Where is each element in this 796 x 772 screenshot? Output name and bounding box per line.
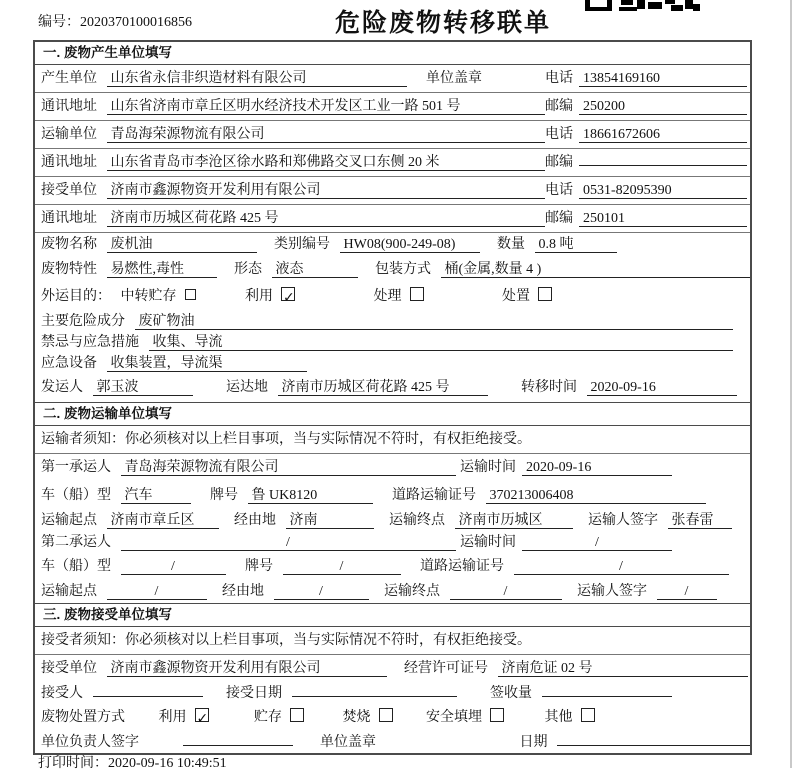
transporter-address-row [35, 149, 750, 177]
disposal-other-checkbox[interactable] [581, 708, 595, 722]
destination-label: 运达地 [226, 380, 268, 395]
route2-origin-label: 运输起点 [41, 584, 97, 599]
producer-address-row [35, 93, 750, 121]
accept-date-label: 接受日期 [226, 686, 282, 701]
receiver-notice-text: 接受者须知：你必须核对以上栏目事项，当与实际情况不符时，有权拒绝接受。 [41, 633, 531, 648]
unit-seal-label: 单位盖章 [320, 735, 376, 750]
transporter-notice-text: 运输者须知：你必须核对以上栏目事项，当与实际情况不符时，有权拒绝接受。 [41, 432, 531, 447]
responsible-sign-value [183, 745, 293, 746]
carrier1-time-group [460, 454, 672, 482]
plate2-value: / [283, 559, 401, 575]
transporter-phone-label: 电话 [545, 127, 573, 142]
disposal-label: 废物处置方式 [41, 710, 125, 725]
disposal-utilize-checkbox[interactable] [195, 708, 209, 722]
permit1-value: 370213006408 [486, 488, 706, 504]
page-right-edge [790, 0, 792, 768]
purpose-label: 外运目的： [41, 289, 111, 304]
disposal-row [35, 704, 750, 732]
shipper-label: 发运人 [41, 380, 83, 395]
carrier1-time-value: 2020-09-16 [522, 460, 672, 476]
transporter-label: 运输单位 [41, 127, 97, 142]
section2-header: 二. 废物运输单位填写 [35, 402, 750, 426]
section1-header: 一. 废物产生单位填写 [35, 42, 750, 65]
purpose-treat-checkbox[interactable] [410, 287, 424, 301]
permit1-label: 道路运输证号 [392, 488, 476, 503]
disposal-incinerate-checkbox[interactable] [379, 708, 393, 722]
acceptor-row [35, 683, 750, 704]
waste-name-value: 废机油 [107, 237, 257, 253]
waste-form-label: 形态 [234, 262, 262, 277]
transporter-value: 青岛海荣源物流有限公司 [107, 127, 545, 143]
transfer-time-value: 2020-09-16 [587, 380, 737, 396]
accept-date-value [292, 696, 457, 697]
transporter-notice-row [35, 426, 750, 454]
route1-origin-value: 济南市章丘区 [107, 513, 219, 529]
print-time-label: 打印时间： [38, 756, 108, 771]
receiver-address-label: 通讯地址 [41, 211, 97, 226]
producer-seal-label: 单位盖章 [426, 71, 482, 86]
carrier1-value: 青岛海荣源物流有限公司 [121, 460, 456, 476]
hazard-label: 主要危险成分 [41, 314, 125, 329]
purpose-utilize-checkbox[interactable] [281, 287, 295, 301]
responsible-sign-row [35, 732, 750, 753]
carrier1-row [35, 454, 750, 482]
transporter-zip-label: 邮编 [545, 155, 573, 170]
producer-zip-value: 250200 [579, 99, 747, 115]
receiver-address-value: 济南市历城区荷花路 425 号 [107, 211, 545, 227]
equipment-value: 收集装置，导流渠 [107, 356, 307, 372]
packing-value: 桶(金属,数量 4 ) [441, 262, 751, 278]
equipment-label: 应急设备 [41, 356, 97, 371]
plate2-label: 牌号 [245, 559, 273, 574]
route1-end-value: 济南市历城区 [455, 513, 573, 529]
transporter-row [35, 121, 750, 149]
route1-sign-value: 张春雷 [668, 513, 732, 529]
permit2-label: 道路运输证号 [420, 559, 504, 574]
producer-phone-group [545, 65, 747, 93]
receiver-phone-value: 0531-82095390 [579, 183, 747, 199]
hazard-row [35, 311, 750, 332]
producer-address-label: 通讯地址 [41, 99, 97, 114]
transporter-address-label: 通讯地址 [41, 155, 97, 170]
carrier2-time-label: 运输时间 [460, 535, 516, 550]
waste-qty-value: 0.8 吨 [535, 237, 617, 253]
plate1-label: 牌号 [210, 488, 238, 503]
producer-row [35, 65, 750, 93]
doc-number-value: 2020370100016856 [80, 15, 192, 30]
disposal-store-label: 贮存 [254, 710, 282, 725]
route2-via-value: / [274, 584, 369, 600]
vehicle1-row [35, 482, 750, 510]
transporter-phone-value: 18661672606 [579, 127, 747, 143]
producer-value: 山东省永信非织造材料有限公司 [107, 71, 407, 87]
permit2-value: / [514, 559, 729, 575]
route2-sign-label: 运输人签字 [577, 584, 647, 599]
receiver-phone-group [545, 177, 747, 205]
vehicle2-row [35, 553, 750, 581]
equipment-row [35, 353, 750, 374]
carrier2-value: / [121, 535, 456, 551]
waste-qty-label: 数量 [497, 237, 525, 252]
accept-unit-row [35, 655, 750, 683]
disposal-landfill-label: 安全填埋 [426, 710, 482, 725]
carrier1-label: 第一承运人 [41, 460, 111, 475]
receiver-phone-label: 电话 [545, 183, 573, 198]
producer-zip-group [545, 93, 747, 121]
waste-name-label: 废物名称 [41, 237, 97, 252]
carrier2-time-group [460, 532, 672, 553]
acceptor-label: 接受人 [41, 686, 83, 701]
taboo-label: 禁忌与应急措施 [41, 335, 139, 350]
route2-end-label: 运输终点 [384, 584, 440, 599]
route1-origin-label: 运输起点 [41, 513, 97, 528]
producer-address-value: 山东省济南市章丘区明水经济技术开发区工业一路 501 号 [107, 99, 545, 115]
taboo-row [35, 332, 750, 353]
acceptor-value [93, 696, 203, 697]
disposal-utilize-label: 利用 [158, 710, 187, 725]
waste-traits-row [35, 256, 750, 283]
receiver-row [35, 177, 750, 205]
vehicle1-label: 车（船）型 [41, 488, 111, 503]
accept-unit-value: 济南市鑫源物资开发利用有限公司 [107, 661, 387, 677]
purpose-row [35, 283, 750, 311]
receiver-zip-group [545, 205, 747, 233]
transporter-address-value: 山东省青岛市李沧区徐水路和郑佛路交叉口东侧 20 米 [107, 155, 545, 171]
producer-zip-label: 邮编 [545, 99, 573, 114]
signed-qty-value [542, 696, 672, 697]
waste-form-value: 液态 [272, 262, 358, 278]
doc-number-label: 编号： [38, 15, 80, 30]
print-time-value: 2020-09-16 10:49:51 [108, 756, 227, 771]
purpose-dispose-label: 处置 [502, 289, 530, 304]
shipper-row [35, 374, 750, 402]
print-time [38, 752, 227, 772]
waste-traits-value: 易燃性,毒性 [107, 262, 217, 278]
receiver-zip-label: 邮编 [545, 211, 573, 226]
plate1-value: 鲁 UK8120 [248, 488, 373, 504]
route2-origin-value: / [107, 584, 207, 600]
purpose-treat-label: 处理 [373, 289, 402, 304]
producer-label: 产生单位 [41, 71, 97, 86]
carrier2-label: 第二承运人 [41, 535, 111, 550]
responsible-sign-label: 单位负责人签字 [41, 735, 139, 750]
waste-name-row [35, 233, 750, 256]
route1-end-label: 运输终点 [389, 513, 445, 528]
transporter-zip-group [545, 149, 747, 177]
route1-row [35, 510, 750, 532]
transfer-time-label: 转移时间 [521, 380, 577, 395]
purpose-transfer-storage-label: 中转贮存 [120, 289, 177, 304]
license-label: 经营许可证号 [404, 661, 488, 676]
purpose-utilize-label: 利用 [245, 289, 273, 304]
vehicle1-value: 汽车 [121, 488, 191, 504]
vehicle2-value: / [121, 559, 226, 575]
purpose-dispose-checkbox[interactable] [538, 287, 552, 301]
disposal-other-label: 其他 [544, 710, 573, 725]
waste-category-label: 类别编号 [274, 237, 330, 252]
purpose-transfer-storage-checkbox[interactable] [185, 289, 196, 300]
receiver-value: 济南市鑫源物资开发利用有限公司 [107, 183, 545, 199]
transporter-phone-group [545, 121, 747, 149]
sign-date-label: 日期 [519, 735, 548, 750]
waste-category-value: HW08(900-249-08) [340, 237, 480, 253]
taboo-value: 收集、导流 [149, 335, 733, 351]
accept-unit-label: 接受单位 [41, 661, 97, 676]
route2-sign-value: / [657, 584, 717, 600]
receiver-address-row [35, 205, 750, 233]
receiver-notice-row [35, 627, 750, 655]
route1-via-label: 经由地 [234, 513, 276, 528]
producer-phone-label: 电话 [545, 71, 573, 86]
waste-traits-label: 废物特性 [41, 262, 97, 277]
signed-qty-label: 签收量 [490, 686, 532, 701]
receiver-zip-value: 250101 [579, 211, 747, 227]
carrier1-time-label: 运输时间 [460, 460, 516, 475]
vehicle2-label: 车（船）型 [41, 559, 111, 574]
route1-sign-label: 运输人签字 [588, 513, 658, 528]
disposal-incinerate-label: 焚烧 [342, 710, 371, 725]
route2-via-label: 经由地 [222, 584, 264, 599]
transporter-zip-value [579, 165, 747, 166]
carrier2-time-value: / [522, 535, 672, 551]
disposal-store-checkbox[interactable] [290, 708, 304, 722]
route1-via-value: 济南 [286, 513, 374, 529]
page-title: 危险废物转移联单 [334, 9, 551, 37]
hazard-value: 废矿物油 [135, 314, 733, 330]
shipper-value: 郭玉波 [93, 380, 193, 396]
route2-end-value: / [450, 584, 562, 600]
sign-date-value [557, 745, 750, 746]
qr-code-icon [585, 0, 700, 11]
packing-label: 包装方式 [375, 262, 431, 277]
section3-header: 三. 废物接受单位填写 [35, 603, 750, 627]
license-value: 济南危证 02 号 [498, 661, 748, 677]
disposal-landfill-checkbox[interactable] [490, 708, 504, 722]
producer-phone-value: 13854169160 [579, 71, 747, 87]
destination-value: 济南市历城区荷花路 425 号 [278, 380, 488, 396]
transfer-form [33, 40, 752, 755]
carrier2-row [35, 532, 750, 553]
receiver-label: 接受单位 [41, 183, 97, 198]
route2-row [35, 581, 750, 603]
